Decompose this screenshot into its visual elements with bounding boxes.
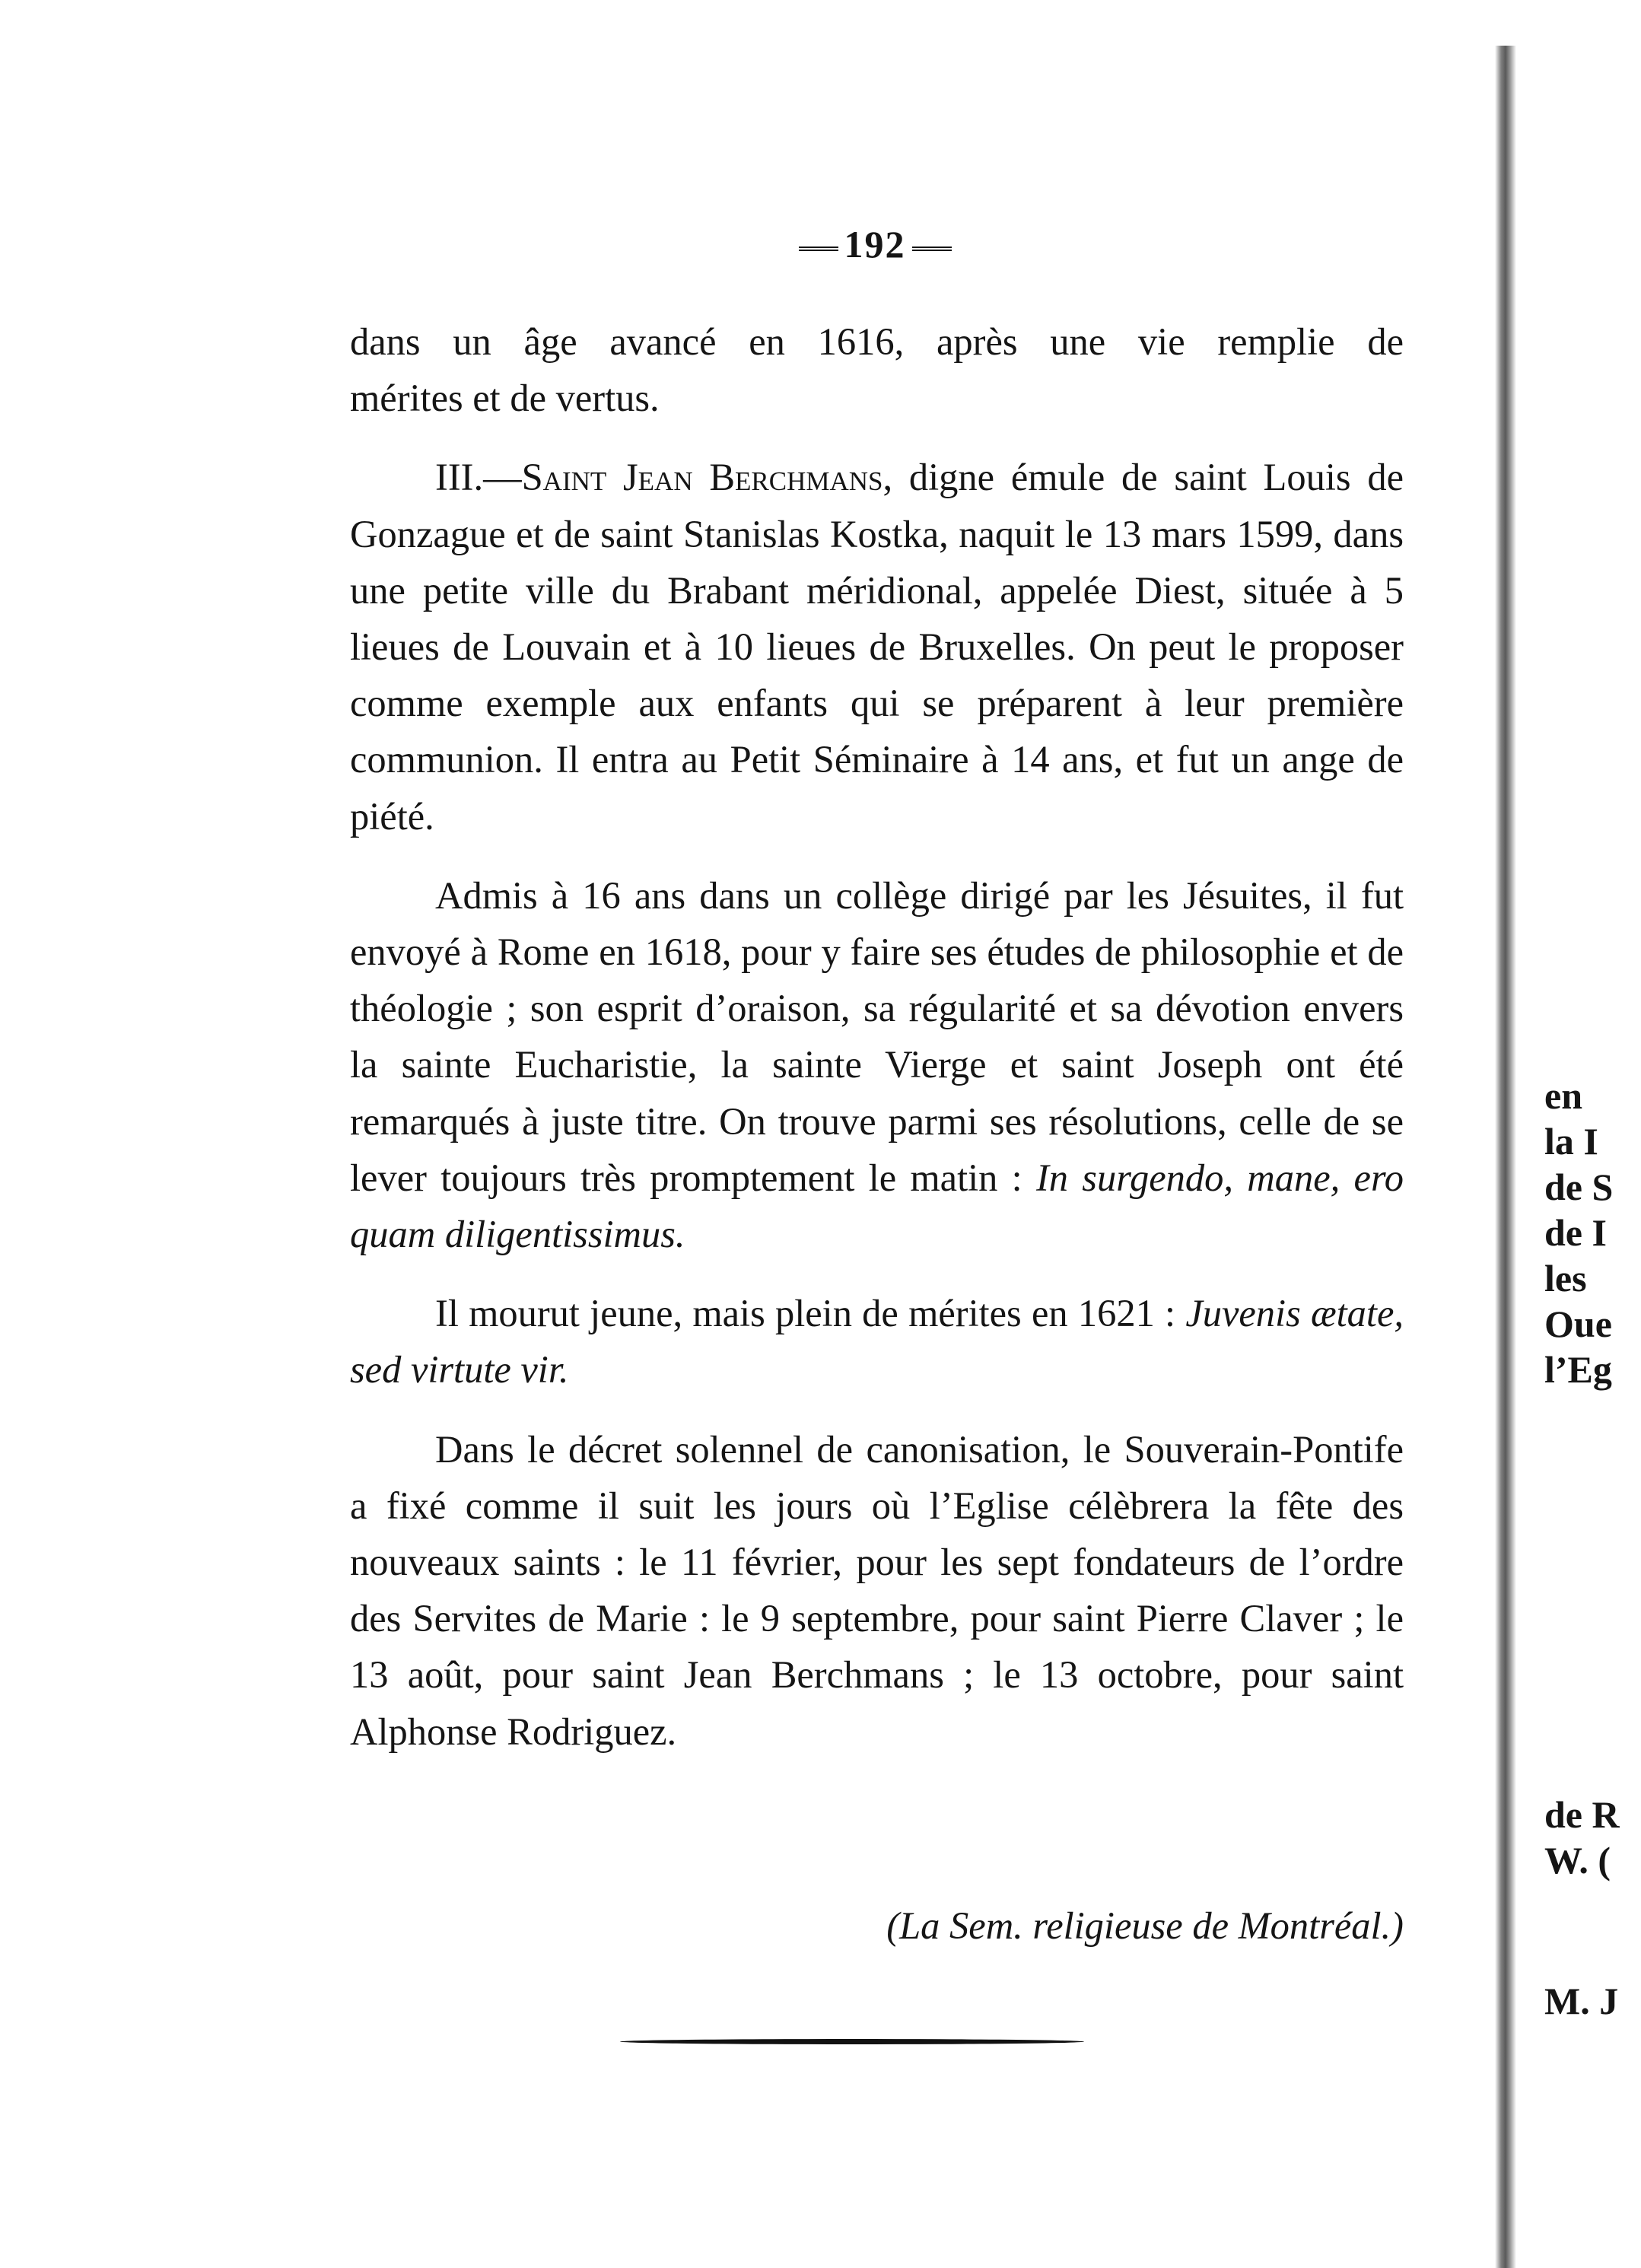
adjacent-page-fragments: de R W. ( (1544, 1793, 1620, 1882)
page-edge-shadow (1495, 46, 1518, 2268)
adjacent-page-fragments: M. J (1544, 1980, 1619, 2022)
body-text (350, 313, 1404, 1760)
section-heading: Saint Jean Berchmans (521, 456, 883, 499)
folio-dash-right (912, 247, 952, 251)
paragraph-studies (350, 867, 1404, 1262)
paragraph-text: Il mourut jeune, mais plein de mérites en 1621 : (435, 1292, 1186, 1335)
paragraph-death (350, 1285, 1404, 1398)
paragraph-continuation (350, 313, 1404, 426)
ornamental-rule (620, 2039, 1084, 2044)
paragraph-text: , digne émule de saint Louis de Gonzague et de saint Stanislas Kostka, naquit le 13 mars 1599, dans une petite ville du Brabant méridional, appelée Diest, située à 5 lieues de Louvain et à 10 lieues de Bruxelles. On peut le proposer comme exemple aux enfants qui se préparent à leur première communion. Il entra au Petit Séminaire à 14 ans, et fut un ange de piété. (350, 456, 1404, 838)
adjacent-page-fragments: en la I de S de I les Oue l’Eg (1544, 1074, 1614, 1391)
section-number: III.— (435, 456, 522, 499)
paragraph-text: Dans le décret solennel de canonisation, le Souverain-Pontife a fixé comme il suit les jours où l’Eglise célèbrera la fête des nouveaux saints : le 11 février, pour les sept fondateurs de l’ordre des Servites de Marie : le 9 septembre, pour saint Pierre Claver ; le 13 août, pour saint Jean Berchmans ; le 13 octobre, pour saint Alphonse Rodriguez. (350, 1427, 1404, 1753)
source-citation: (La Sem. religieuse de Montréal.) (886, 1904, 1404, 1947)
latin-quote: Juvenis ætate, sed virtute vir. (350, 1292, 1404, 1392)
paragraph-decree (350, 1421, 1404, 1760)
text-line: dans un âge avancé en 1616, après une vie remplie de (350, 320, 1404, 363)
text-line: mérites et de vertus. (350, 377, 660, 420)
paragraph-berchmans (350, 449, 1404, 844)
paragraph-text: Admis à 16 ans dans un collège dirigé par les Jésuites, il fut envoyé à Rome en 1618, pour y faire ses études de philosophie et de théologie ; son esprit d’oraison, sa régularité et sa dévotion envers la sainte Eucharistie, la sainte Vierge et saint Joseph ont été remarqués à juste titre. On trouve parmi ses résolutions, celle de se lever toujours très promptement le matin : (350, 873, 1404, 1199)
page-number: 192 (768, 222, 981, 266)
folio-dash-left (799, 247, 838, 251)
latin-quote: In surgendo, mane, ero quam diligentissimus. (350, 1156, 1404, 1256)
